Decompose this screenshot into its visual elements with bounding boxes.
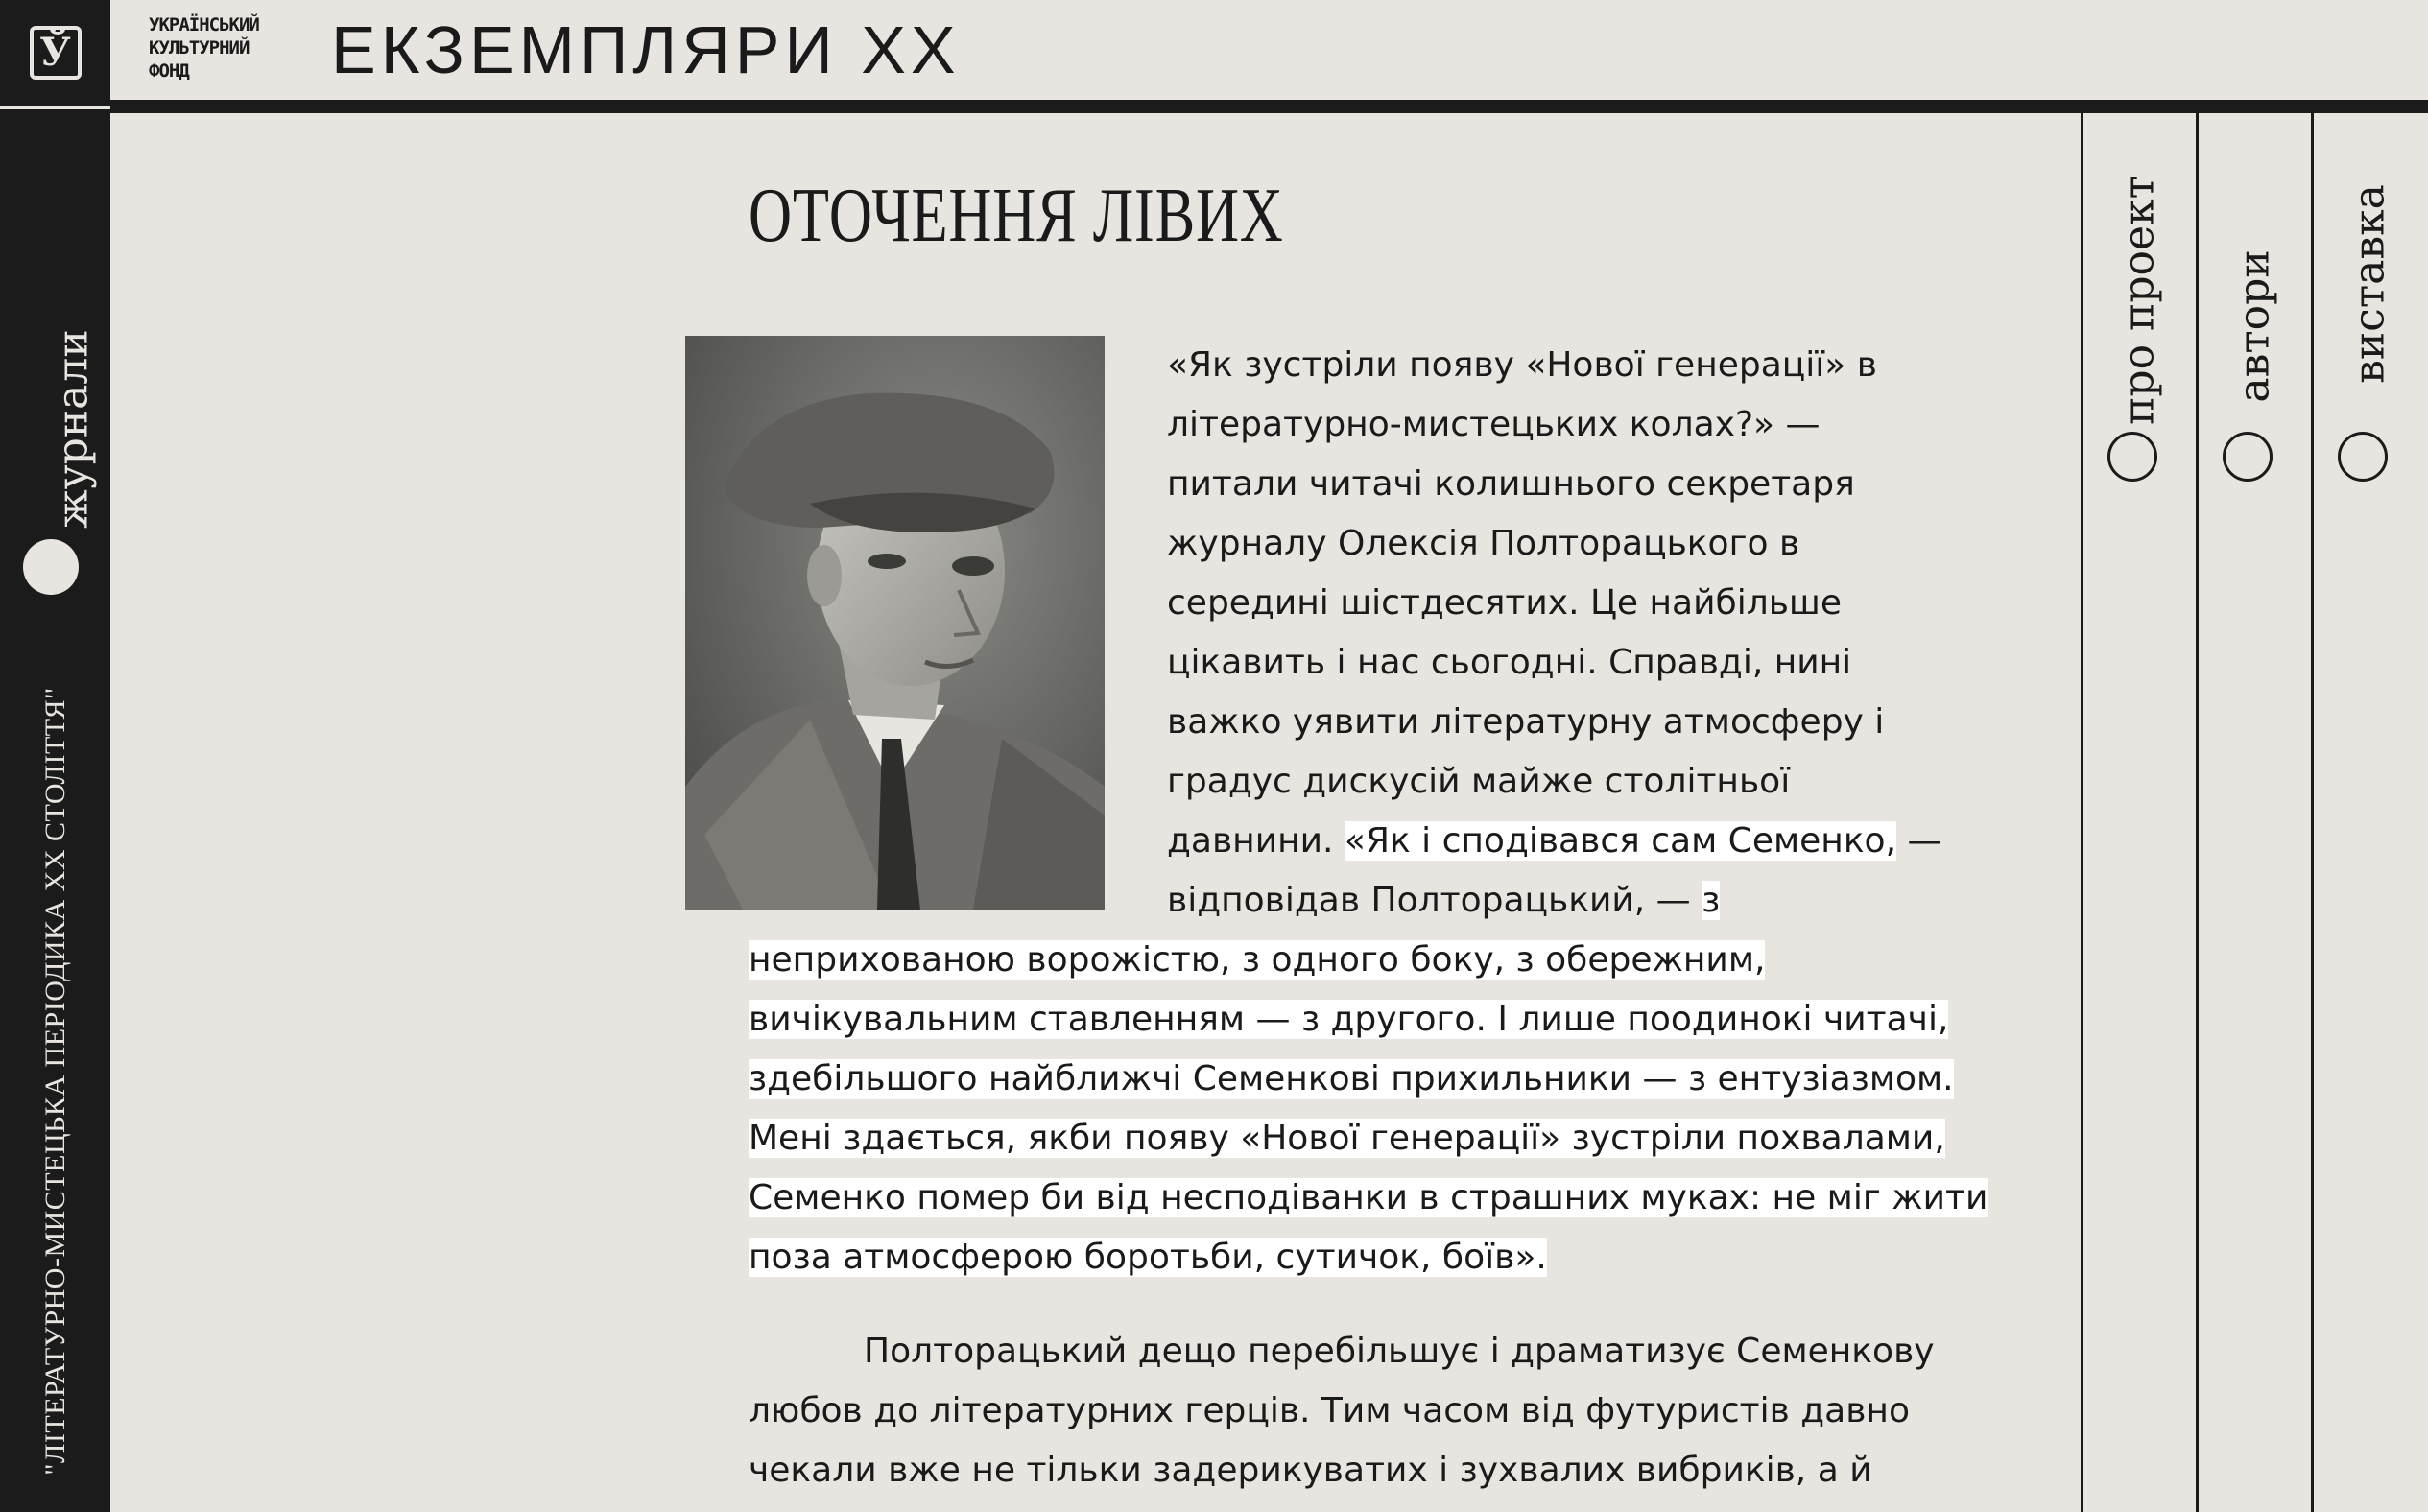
quote-line-2 bbox=[749, 990, 1948, 1050]
quote-line-1 bbox=[749, 931, 1765, 990]
article-line-7: важко уявити літературну атмосферу і bbox=[1167, 702, 1885, 742]
sidebar-divider bbox=[0, 107, 110, 109]
org-name-line-2: КУЛЬТУРНИЙ bbox=[149, 37, 250, 59]
circle-icon bbox=[2338, 432, 2388, 482]
article-line-9-plain: давнини. bbox=[1167, 821, 1345, 861]
article-line-10 bbox=[1167, 871, 1720, 931]
quote-line-6 bbox=[749, 1228, 1547, 1288]
left-sidebar bbox=[0, 107, 110, 1512]
paragraph2-line-1: Полторацький дещо перебільшує і драматизує Семенкову bbox=[864, 1332, 1935, 1371]
quote-highlight: здебільшого найближчі Семенкові прихильники — з ентузіазмом. bbox=[749, 1059, 1954, 1099]
article-line-2: літературно-мистецьких колах?» — bbox=[1167, 405, 1821, 444]
paragraph2-line-2: любов до літературних герців. Тим часом від футуристів давно bbox=[749, 1391, 1910, 1430]
site-title[interactable]: ЕКЗЕМПЛЯРИ XX bbox=[331, 12, 961, 87]
article-line-3: питали читачі колишнього секретаря bbox=[1167, 464, 1855, 504]
article-line-9 bbox=[1167, 812, 1941, 871]
article-title: ОТОЧЕННЯ ЛІВИХ bbox=[749, 174, 1284, 258]
sidebar-tagline: "ЛІТЕРАТУРНО-МИСТЕЦЬКА ПЕРІОДИКА XX СТОЛІТТЯ" bbox=[39, 687, 71, 1476]
paragraph2-line-3: чекали вже не тільки задерикуватих і зухвалих вибриків, а й bbox=[749, 1451, 1872, 1490]
org-name-line-3: ФОНД bbox=[149, 60, 189, 82]
logo[interactable] bbox=[0, 0, 110, 106]
quote-highlight: Мені здається, якби появу «Нової генерації» зустріли похвалами, bbox=[749, 1119, 1945, 1158]
tab-about-project[interactable] bbox=[2081, 113, 2194, 1512]
quote-line-4 bbox=[749, 1109, 1945, 1169]
quote-line-3 bbox=[749, 1050, 1954, 1109]
article-line-4: журналу Олексія Полторацького в bbox=[1167, 524, 1800, 563]
article-line-9-tail: — bbox=[1896, 821, 1942, 861]
tab-journals[interactable] bbox=[21, 218, 98, 602]
article-line-5: середині шістдесятих. Це найбільше bbox=[1167, 583, 1843, 623]
portrait-image bbox=[685, 336, 1105, 910]
org-name[interactable] bbox=[149, 13, 264, 83]
header-divider bbox=[110, 100, 2428, 113]
circle-icon bbox=[2107, 432, 2157, 482]
circle-icon bbox=[2223, 432, 2273, 482]
quote-highlight: поза атмосферою боротьби, сутичок, боїв». bbox=[749, 1238, 1547, 1277]
quote-line-5 bbox=[749, 1169, 1988, 1228]
tab-about-project-label: про проект bbox=[2114, 176, 2164, 425]
article-line-1: «Як зустріли появу «Нової генерації» в bbox=[1167, 345, 1877, 385]
article-line-10-plain: відповідав Полторацький, — bbox=[1167, 881, 1702, 920]
article-line-6: цікавить і нас сьогодні. Справді, нині bbox=[1167, 643, 1852, 682]
tab-authors-label: автори bbox=[2229, 249, 2279, 403]
tab-authors[interactable] bbox=[2196, 113, 2309, 1512]
quote-highlight: неприхованою ворожістю, з одного боку, з обережним, bbox=[749, 940, 1766, 980]
quote-highlight: з bbox=[1702, 881, 1721, 920]
quote-highlight: вичікувальним ставленням — з другого. І лише поодинокі читачі, bbox=[749, 1000, 1949, 1039]
quote-highlight: «Як і сподівався сам Семенко, bbox=[1344, 821, 1897, 861]
tab-exhibition[interactable] bbox=[2311, 113, 2424, 1512]
quote-highlight: Семенко помер би від несподіванки в страшних муках: не міг жити bbox=[749, 1178, 1988, 1217]
active-dot-icon bbox=[23, 539, 79, 595]
tab-exhibition-label: виставка bbox=[2345, 184, 2394, 384]
tab-journals-label: журнали bbox=[48, 329, 98, 529]
article-line-8: градус дискусій майже столітньої bbox=[1167, 762, 1791, 801]
logo-mark-icon: Ў bbox=[30, 26, 82, 80]
author-portrait bbox=[685, 336, 1105, 910]
org-name-line-1: УКРАЇНСЬКИЙ bbox=[149, 14, 259, 35]
